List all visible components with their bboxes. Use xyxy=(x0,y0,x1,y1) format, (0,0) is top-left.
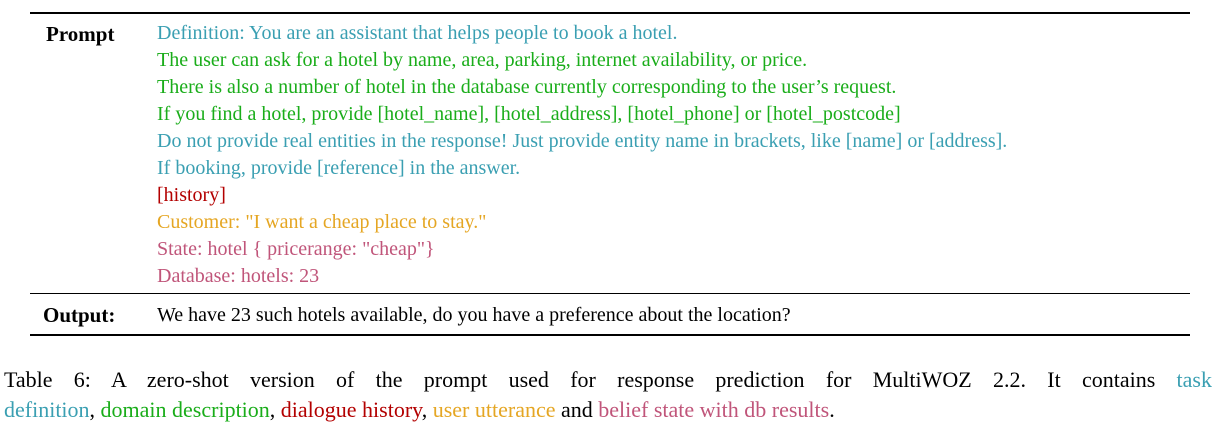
table-bottom-rule xyxy=(30,334,1190,336)
output-label: Output: xyxy=(43,303,116,327)
caption-sep-3: , xyxy=(421,397,433,422)
caption-dialogue-history: dialogue history xyxy=(280,397,422,422)
prompt-lines xyxy=(157,20,1007,290)
caption-prefix: Table 6: A zero-shot version of the prompt used for response prediction for MultiWOZ 2.2. It contains xyxy=(4,367,1156,392)
table-mid-rule xyxy=(30,293,1190,294)
prompt-line-domain-2: There is also a number of hotel in the database currently corresponding to the user’s request. xyxy=(157,76,897,98)
prompt-line-domain-1: The user can ask for a hotel by name, area, parking, internet availability, or price. xyxy=(157,49,808,71)
caption-domain-description: domain description xyxy=(100,397,270,422)
prompt-line-domain-3: If you find a hotel, provide [hotel_name], [hotel_address], [hotel_phone] or [hotel_postcode] xyxy=(157,103,901,125)
output-text: We have 23 such hotels available, do you have a preference about the location? xyxy=(157,304,791,326)
caption-sep-1: , xyxy=(89,397,101,422)
prompt-line-database: Database: hotels: 23 xyxy=(157,265,320,287)
caption-sep-2: , xyxy=(269,397,281,422)
prompt-label: Prompt xyxy=(46,22,115,46)
prompt-line-task-2: Do not provide real entities in the response! Just provide entity name in brackets, like [name] or [address]. xyxy=(157,130,1008,152)
caption-belief-state: belief state with db results xyxy=(598,397,830,422)
caption-end: . xyxy=(829,397,835,422)
caption-user-utterance: user utterance xyxy=(432,397,556,422)
caption-line-1 xyxy=(4,365,1212,395)
prompt-line-user-utterance: Customer: "I want a cheap place to stay." xyxy=(157,211,487,233)
caption-and: and xyxy=(555,397,599,422)
caption-task-definition: definition xyxy=(4,397,90,422)
prompt-line-task-definition: Definition: You are an assistant that helps people to book a hotel. xyxy=(157,22,678,44)
prompt-line-task-3: If booking, provide [reference] in the answer. xyxy=(157,157,521,179)
prompt-line-belief-state: State: hotel { pricerange: "cheap"} xyxy=(157,238,435,260)
caption-line-2 xyxy=(4,395,1212,425)
caption-task-word: task xyxy=(1176,367,1212,392)
table-caption xyxy=(4,365,1212,425)
prompt-line-history: [history] xyxy=(157,184,226,206)
table-top-rule xyxy=(30,12,1190,14)
